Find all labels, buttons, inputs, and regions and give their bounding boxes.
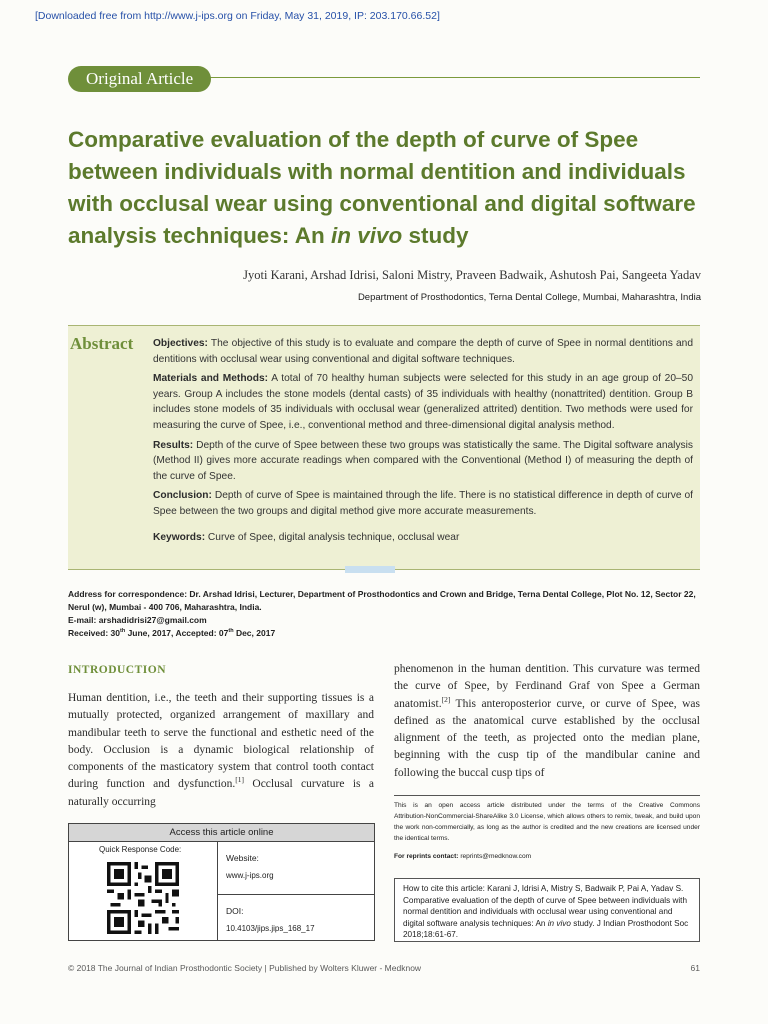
correspondence-email: E‑mail: arshadidrisi27@gmail.com [68,615,207,625]
abstract-objectives: Objectives: The objective of this study is to evaluate and compare the depth of curve of Spee in normal dentitions and dentitions with occlusal wear using conventional and digital software techniques. [153,338,693,365]
access-box-header: Access this article online [69,824,374,842]
abstract-results: Results: Depth of the curve of Spee between these two groups was statistically the same. The Digital software analysis (Method II) gives more accurate readings when compared with the Conventional (Method I) of measuring the depth of the curve of Spee. [153,439,693,482]
access-article-box [68,823,375,941]
abstract-methods: Materials and Methods: A total of 70 healthy human subjects were selected for this study in an age group of 20–50 years. Group A includes the stone models (dental casts) of 35 individuals with healthy (nonattrited) dentition. Group B includes stone models of 35 individuals with occlusal wear (generalized attrited) dentition. Two methods were used for measuring the curve of Spee, i.e., conventional method and three‑dimensional digital analysis method. [153,373,693,431]
abstract-keywords: Keywords: Curve of Spee, digital analysis technique, occlusal wear [153,531,460,543]
article-title: Comparative evaluation of the depth of curve of Spee between individuals with normal dentition and individuals with occlusal wear using conventional and digital software analysis techniques: An in vivo study [68,127,696,248]
access-box-divider [217,841,218,940]
section-heading-introduction: INTRODUCTION [68,664,167,676]
abstract-body [153,336,693,549]
affiliation: Department of Prosthodontics, Terna Dental College, Mumbai, Maharashtra, India [357,292,701,303]
license-divider [394,795,700,796]
license-notice: This is an open access article distributed under the terms of the Creative Commons Attribution‑NonCommercial‑ShareAlike 3.0 License, which allows others to remix, tweak, and build upon the work non‑commercially, as long as the author is credited and the new creations are licensed under the identical terms. [394,802,700,842]
article-type-badge: Original Article [68,66,211,92]
access-box-divider [217,894,374,895]
received-accepted-dates: Received: 30th June, 2017, Accepted: 07th Dec, 2017 [68,628,276,638]
website-label: Website: [226,853,259,863]
abstract-heading: Abstract [70,334,134,353]
qr-code-icon[interactable] [107,862,179,934]
author-list: Jyoti Karani, Arshad Idrisi, Saloni Mistry, Praveen Badwaik, Ashutosh Pai, Sangeeta Yadav [243,268,701,282]
abstract-conclusion: Conclusion: Depth of curve of Spee is maintained through the life. There is no statistical difference in depth of curve of Spee between the two groups and digital method give more accurate measurements. [153,490,693,517]
citation-box: How to cite this article: Karani J, Idrisi A, Mistry S, Badwaik P, Pai A, Yadav S. Comparative evaluation of the depth of curve of Spee between individuals with normal dentition and individuals with occlusal wear using conventional and digital software analysis techniques: An in vivo study. J Indian Prosthodont Soc 2018;18:61‑67. [394,878,700,942]
reprints-contact: For reprints contact: reprints@medknow.com [394,853,532,860]
introduction-paragraph: Human dentition, i.e., the teeth and their supporting tissues is a mutually protected, organized arrangement of maxillary and mandibular teeth to serve the functional and esthetic need of the body. Occlusion is a dynamic biological relationship of components of the masticatory system that control tooth contact during function and dysfunction.[1] Occlusal curvature is a naturally occurring [68,692,374,808]
abstract-tab-decoration [345,566,395,573]
download-banner: [Downloaded free from http://www.j-ips.org on Friday, May 31, 2019, IP: 203.170.66.52] [35,10,440,22]
page-number: 61 [690,963,700,973]
correspondence-address: Address for correspondence: Dr. Arshad Idrisi, Lecturer, Department of Prosthodontics and Crown and Bridge, Terna Dental College, Plot No. 12, Sector 22, Nerul (w), Mumbai ‑ 400 706, Maharashtra, India. [68,589,696,612]
introduction-paragraph-continued: phenomenon in the human dentition. This curvature was termed the curve of Spee, by Ferdinand Graf von Spee a German anatomist.[2] This anteroposterior curve, or curve of Spee, was defined as the anatomical curve established by the occlusal alignment of the teeth, as projected onto the median plane, beginning with the cusp tip of the mandibular canine and following the buccal cusp tips of [394,663,700,779]
website-link[interactable]: www.j-ips.org [226,871,274,880]
qr-code-label: Quick Response Code: [99,845,182,854]
correspondence-block [68,588,700,640]
footer-copyright: © 2018 The Journal of Indian Prosthodontic Society | Published by Wolters Kluwer ‑ Medknow [68,963,422,973]
doi-link[interactable]: 10.4103/jips.jips_168_17 [226,924,315,933]
doi-label: DOI: [226,906,244,916]
